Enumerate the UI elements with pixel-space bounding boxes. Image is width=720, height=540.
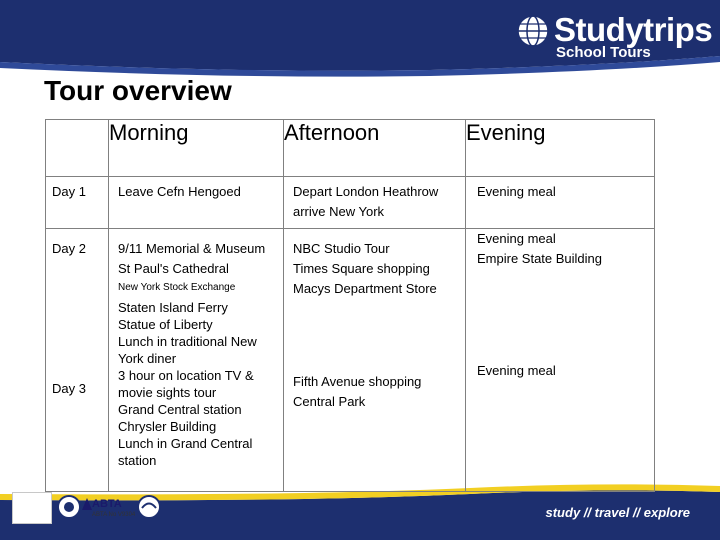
activity: Leave Cefn Hengoed — [118, 184, 241, 199]
table-row-day-3 — [46, 299, 655, 491]
evening-cell — [466, 177, 655, 229]
activity: New York Stock Exchange — [118, 282, 236, 293]
evening-cell — [466, 229, 655, 300]
activity: arrive New York — [293, 204, 385, 219]
afternoon-cell — [284, 299, 466, 491]
activity: Evening meal — [477, 231, 556, 246]
quality-badge-icon — [56, 494, 82, 520]
day-label: Day 1 — [46, 177, 109, 229]
activity: Fifth Avenue shopping — [293, 374, 422, 389]
brand-name: Studytrips — [554, 11, 713, 48]
activity: Evening meal — [477, 363, 556, 378]
activity: Depart London Heathrow — [293, 184, 439, 199]
day-label: Day 3 — [46, 299, 109, 491]
activity: Statue of Liberty — [118, 317, 213, 332]
abta-number: ABTA No V9304 — [92, 512, 136, 518]
activity: Grand Central station — [118, 402, 242, 417]
tour-table — [45, 119, 655, 492]
school-travel-forum-logo — [12, 492, 52, 524]
afternoon-cell — [284, 177, 466, 229]
morning-cell — [109, 229, 284, 300]
activity: Chrysler Building — [118, 419, 217, 434]
activity: Times Square shopping — [293, 261, 430, 276]
activity: Macys Department Store — [293, 281, 437, 296]
table-header-row — [46, 120, 655, 177]
activity: Evening meal — [477, 184, 556, 199]
morning-cell — [109, 299, 284, 491]
brand-subtitle: School Tours — [556, 44, 651, 61]
activity: Central Park — [293, 394, 366, 409]
header-afternoon: Afternoon — [284, 120, 466, 177]
abta-label: ABTA — [92, 498, 122, 510]
activity: 9/11 Memorial & Museum — [118, 241, 266, 256]
day-label: Day 2 — [46, 229, 109, 300]
header-empty — [46, 120, 109, 177]
stf-badge-icon — [136, 494, 162, 520]
header-evening: Evening — [466, 120, 655, 177]
activity: Lunch in Grand Central station — [118, 436, 253, 468]
afternoon-cell — [284, 229, 466, 300]
header-morning: Morning — [109, 120, 284, 177]
activity: 3 hour on location TV & movie sights tour — [118, 368, 254, 400]
activity: St Paul's Cathedral — [118, 261, 229, 276]
page-title: Tour overview — [44, 75, 232, 106]
brand-tagline: study // travel // explore — [545, 505, 690, 520]
activity: Empire State Building — [477, 251, 603, 266]
globe-icon — [516, 14, 550, 48]
evening-cell — [466, 299, 655, 491]
morning-cell — [109, 177, 284, 229]
table-row-day-2 — [46, 229, 655, 300]
abta-icon — [82, 498, 92, 510]
activity: NBC Studio Tour — [293, 241, 390, 256]
activity: Lunch in traditional New York diner — [118, 334, 257, 366]
activity: Staten Island Ferry — [118, 300, 228, 315]
table-row-day-1 — [46, 177, 655, 229]
